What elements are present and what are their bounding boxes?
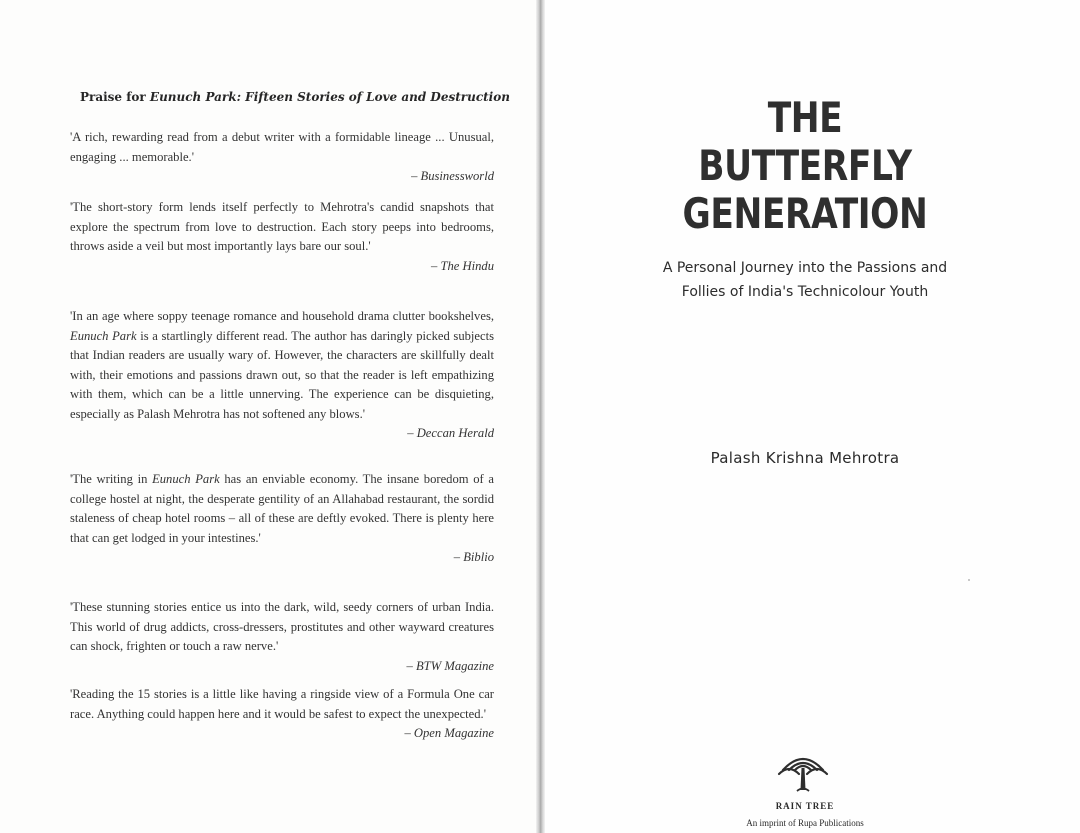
- quote-text-part: 'In an age where soppy teenage romance and household drama clutter bookshelves,: [70, 309, 494, 323]
- quote-text-part: has an enviable economy. The insane boredom of a college hostel at night, the desperate gentility of an Allahabad restaurant, the sordid staleness of cheap hotel rooms – all of these are deftly evoked. There is plenty here that can get lodged in your intestines.': [70, 472, 494, 545]
- quote-text: [70, 470, 494, 548]
- quote-source: – Open Magazine: [404, 726, 494, 740]
- book-subtitle: [545, 256, 1065, 304]
- rain-tree-icon: [775, 750, 831, 792]
- quote-source: – Deccan Herald: [407, 426, 494, 440]
- praise-quote-the-hindu: [70, 198, 494, 276]
- quote-text: 'These stunning stories entice us into the dark, wild, seedy corners of urban India. This world of drug addicts, cross-dressers, prostitutes and other wayward creatures can shock, frighten or touch a raw nerve.': [70, 600, 494, 653]
- quote-text: 'A rich, rewarding read from a debut writer with a formidable lineage ... Unusual, engaging ... memorable.': [70, 130, 494, 164]
- quote-source: – BTW Magazine: [406, 658, 494, 673]
- quote-source: – The Hindu: [431, 258, 494, 273]
- quote-text: 'The short-story form lends itself perfectly to Mehrotra's candid snapshots that explore the spectrum from love to destruction. Each story peeps into bedrooms, throws aside a veil but most importantly lays bare our soul.': [70, 200, 494, 253]
- praise-quote-deccan-herald: [70, 307, 494, 444]
- quote-source: – Businessworld: [411, 169, 494, 183]
- praise-quote-businessworld: [70, 128, 494, 187]
- paper-speck: [968, 579, 970, 581]
- quote-book-title: Eunuch Park: [152, 472, 220, 486]
- quote-book-title: Eunuch Park: [70, 328, 137, 343]
- quote-source: – Biblio: [453, 550, 494, 564]
- quote-text: [70, 307, 494, 424]
- subtitle-line-2: Follies of India's Technicolour Youth: [681, 284, 929, 300]
- praise-heading: [80, 90, 510, 104]
- praise-quote-open-magazine: [70, 685, 494, 744]
- quote-text-part: is a startlingly different read. The author has daringly picked subjects that Indian readers are usually wary of. However, the characters are skillfully dealt with, their emotions and passions drawn out, so that the reader is left empathizing with them, which can be a little unnerving. The experience can be disquieting, especially as Palash Mehrotra has not softened any blows.': [70, 328, 494, 421]
- book-title-line-2: BUTTERFLY: [698, 141, 912, 190]
- praise-quote-biblio: [70, 470, 494, 568]
- author-name: Palash Krishna Mehrotra: [710, 449, 900, 467]
- subtitle-line-1: A Personal Journey into the Passions and: [662, 260, 948, 276]
- quote-text-part: 'The writing in: [70, 472, 153, 486]
- praise-heading-book-title: Eunuch Park: Fifteen Stories of Love and Destruction: [149, 90, 510, 104]
- praise-quote-btw-magazine: [70, 598, 494, 676]
- praise-heading-prefix: Praise for: [80, 90, 150, 104]
- quote-text: 'Reading the 15 stories is a little like having a ringside view of a Formula One car race. Anything could happen here and it would be safest to expect the unexpected.': [70, 687, 494, 721]
- publisher-name: RAIN TREE: [775, 801, 835, 811]
- book-gutter: [536, 0, 545, 833]
- book-title-line-3: GENERATION: [682, 189, 928, 238]
- book-title-line-1: THE: [767, 93, 843, 142]
- publisher-imprint: An imprint of Rupa Publications: [746, 818, 864, 828]
